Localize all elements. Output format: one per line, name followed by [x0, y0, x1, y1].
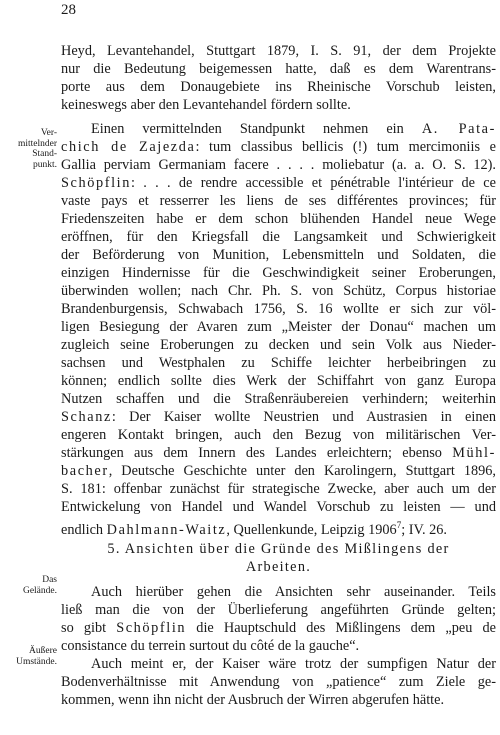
text-segment: : Der Kaiser wollte Neustrien und Austrasien in einen: [111, 409, 496, 425]
text-segment: : tum classibus bellicis (!) tum mercimoniis e: [195, 139, 496, 155]
text-segment: sachsen und Westphalen zu Schiffe leichter herbeibringen zu: [61, 355, 496, 371]
spaced-name: Dahlmann-Waitz: [106, 521, 227, 538]
text-line: [61, 60, 496, 78]
text-segment: die Hauptschuld des Mißlingens dem „peu de: [186, 620, 496, 636]
text-segment: Gallia perviam Germaniam facere . . . . moliebatur (a. a. O. S. 12).: [61, 157, 496, 173]
section-heading-line: Arbeiten.: [245, 559, 312, 575]
text-line: [61, 372, 496, 390]
margin-note-vermittelnder-standpunkt: [2, 128, 57, 170]
text-segment: endlich: [61, 521, 107, 538]
text-segment: überwinden wollen; nach Chr. Ph. S. von Schütz, Corpus historiae: [61, 283, 496, 299]
text-line: [61, 426, 496, 444]
text-segment: Heyd, Levantehandel, Stuttgart 1879, I. S. 91, der dem Projekte: [61, 43, 496, 59]
text-segment: , Deutsche Geschichte unter den Karolingern, Stuttgart 1896,: [108, 463, 496, 479]
margin-note-line: Umstände.: [16, 656, 57, 667]
text-line: [61, 408, 496, 426]
text-segment: : . . . de rendre accessible et pénétrable l'intérieur de ce: [131, 175, 496, 191]
text-line: [91, 583, 496, 601]
text-segment: Nutzen schaffen und die Straßenräubereien verhindern; weiterhin: [61, 391, 496, 407]
text-line: [61, 96, 496, 114]
text-line: [61, 138, 496, 156]
spaced-name: Schöpflin: [61, 175, 131, 191]
text-line: [61, 691, 496, 709]
text-segment: kommen, wenn ihn nicht der Ausbruch der Wirren abgerufen hätte.: [61, 692, 445, 708]
text-line: [61, 156, 496, 174]
text-line: [91, 655, 496, 673]
text-line: [61, 390, 496, 408]
section-heading-line: 5. Ansichten über die Gründe des Mißlingens der: [107, 541, 450, 557]
text-line: [61, 300, 496, 318]
text-line: [61, 498, 496, 516]
text-segment: Brandenburgensis, Schwabach 1756, S. 16 wollte er sich zur völ-: [61, 301, 496, 317]
text-line: [61, 264, 496, 282]
text-line: [61, 637, 496, 655]
spaced-name: Mühl-: [452, 445, 496, 461]
margin-note-line: Ver-: [40, 128, 57, 138]
text-segment: ; IV. 26.: [401, 521, 447, 538]
text-segment: 7: [396, 520, 402, 530]
text-line: [61, 246, 496, 264]
text-segment: Friedenszeiten habe er dem schon blühenden Handel neue Wege: [61, 211, 496, 227]
margin-note-line: Äußere: [29, 646, 57, 656]
text-segment: der Beförderung von Munition, Lebensmitteln und Soldaten, die: [61, 247, 496, 263]
text-segment: so gibt: [61, 620, 117, 636]
text-line: [61, 516, 496, 539]
section-heading: [61, 540, 496, 576]
margin-note-line: Das: [42, 575, 57, 585]
text-segment: Auch meint er, der Kaiser wäre trotz der sumpfigen Natur der: [91, 656, 496, 672]
text-line: [61, 210, 496, 228]
text-segment: S. 181: offenbar zunächst für strategische Zwecke, aber auch um der: [61, 481, 496, 497]
text-line: [61, 192, 496, 210]
text-segment: nur die Bedeutung beigemessen hatte, daß es dem Warentrans-: [61, 61, 496, 77]
margin-note-line: punkt.: [32, 159, 57, 170]
page-number: 28: [61, 2, 76, 18]
text-line: [61, 318, 496, 336]
text-segment: ließ man die von der Überlieferung angeführten Gründe gelten;: [61, 602, 496, 618]
margin-note-line: mittelnder: [17, 138, 57, 149]
text-line: [61, 462, 496, 480]
spaced-name: Schanz: [61, 409, 112, 425]
text-segment: einzigen Hindernisse für die Geschwindigkeit seiner Eroberungen,: [61, 265, 496, 281]
text-line: [61, 174, 496, 192]
text-line: [61, 480, 496, 498]
text-line: [61, 336, 496, 354]
text-segment: zugleich seine Eroberungen zu decken und sein Volk aus Nieder-: [61, 337, 496, 353]
text-line: [61, 78, 496, 96]
spaced-name: bacher: [61, 463, 109, 479]
text-line: [61, 282, 496, 300]
text-segment: ligen Besiegung der Avaren zum „Meister der Donau“ machen um: [61, 319, 496, 335]
text-segment: eröffnen, für den Kriegsfall die Langsamkeit und Schwierigkeit: [61, 229, 496, 245]
text-line: [61, 673, 496, 691]
text-segment: Auch hierüber gehen die Ansichten sehr auseinander. Teils: [91, 584, 496, 600]
text-segment: , Quellenkunde, Leipzig 1906: [226, 521, 397, 538]
text-segment: stärkungen aus dem Innern des Landes erleichtern; ebenso: [61, 445, 453, 461]
spaced-name: A. Pata-: [421, 121, 496, 137]
text-segment: porte aus dem Donaugebiete ins Rheinische Vorschub leisten,: [61, 79, 496, 95]
text-segment: Entwickelung von Handel und Wandel Vorschub zu leisten — und: [61, 499, 496, 515]
text-segment: consistance du terrein surtout du côté de la gauche“.: [61, 638, 360, 654]
text-line: [61, 619, 496, 637]
margin-note-aeussere-umstaende: [2, 646, 57, 667]
text-segment: Einen vermittelnden Standpunkt nehmen ein: [91, 121, 422, 137]
text-segment: können; endlich sollte dies Werk der Schiffahrt von ganz Europa: [61, 373, 496, 389]
text-segment: vaste pays et resserrer les liens de ses différentes provinces; für: [61, 193, 496, 209]
spaced-name: Schöpflin: [116, 620, 187, 636]
text-line: [61, 601, 496, 619]
text-line: [61, 228, 496, 246]
text-line: [61, 42, 496, 60]
text-line: [61, 354, 496, 372]
spaced-name: chich de Zajezda: [61, 139, 196, 155]
text-segment: Bodenverhältnisse mit Anwendung von „patience“ zum Ziele ge-: [61, 674, 496, 690]
margin-note-line: Stand-: [32, 149, 57, 159]
text-segment: keineswegs aber den Levantehandel fördern sollte.: [61, 97, 351, 113]
margin-note-line: Gelände.: [22, 585, 57, 596]
margin-note-das-gelaende: [2, 575, 57, 596]
text-line: [91, 120, 496, 138]
text-line: [61, 444, 496, 462]
text-segment: engeren Kontakt bringen, auch den Bezug von militärischen Ver-: [61, 427, 496, 443]
